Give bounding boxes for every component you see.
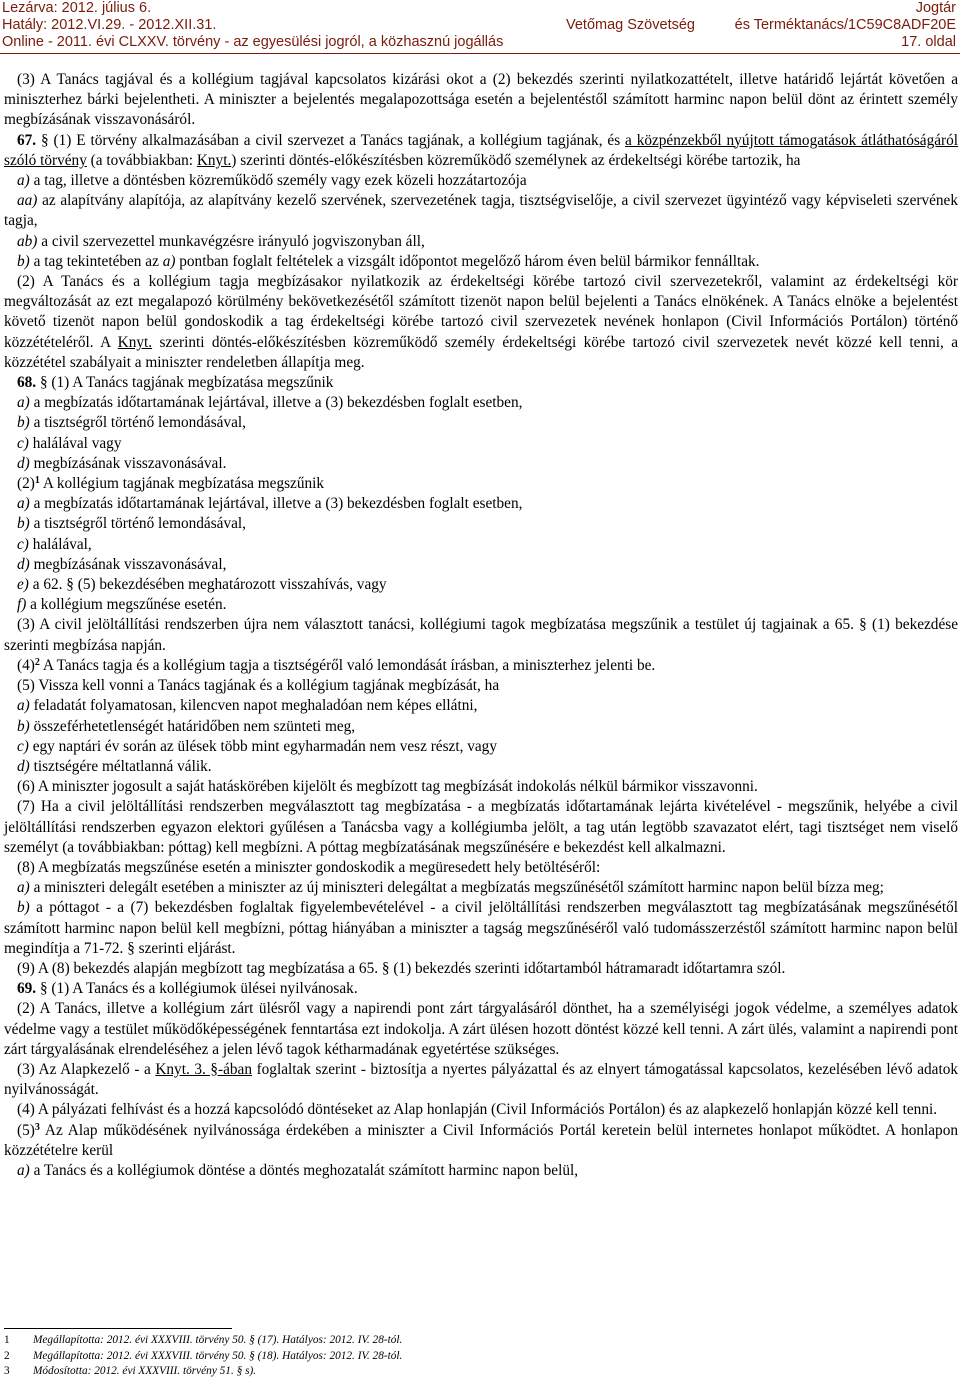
- knyt-link-2[interactable]: Knyt.: [117, 333, 153, 351]
- header-organization: Vetőmag Szövetség: [566, 17, 695, 33]
- header-document-title: Online - 2011. évi CLXXV. törvény - az egyesülési jogról, a közhasznú jogállás: [2, 34, 504, 50]
- point-b: b) a tag tekintetében az a) pontban foglalt feltételek a vizsgált időpontot megelőző három éven belül bármikor fennálltak.: [17, 252, 760, 270]
- header-page-number: 17. oldal: [901, 34, 956, 50]
- point-c: c) halálával,: [17, 535, 92, 553]
- paragraph-66-3: (3) A Tanács tagjával és a kollégium tagjával kapcsolatos kizárási okot a (2) bekezdés szerinti nyilatkozattételt, illetve határidő lejártát követően a miniszterhez bárki bejelentheti. A miniszter a bejelentés megalapozottsága esetén a bejelentéstől számított harminc napon belül dönt az érintett személy megbízásának visszavonásáról.: [4, 71, 958, 129]
- section-68-5: (5) Vissza kell vonni a Tanács tagjának és a kollégium tagjának megbízását, ha: [17, 677, 500, 695]
- point-b: b) a tisztségről történő lemondásával,: [17, 515, 246, 533]
- page-header: [0, 0, 960, 52]
- footnote: 3 Módosította: 2012. évi XXXVIII. törvény 51. § s).: [4, 1365, 257, 1377]
- point-d: d) megbízásának visszavonásával,: [17, 555, 227, 573]
- section-69-3: (3) Az Alapkezelő - a Knyt. 3. §-ában foglaltak szerint - biztosítja a nyertes pályázattal és az elnyert támogatással kapcsolatos, kezelésében lévő adatok nyilvánosságát.: [4, 1060, 958, 1099]
- section-68-9: (9) A (8) bekezdés alapján megbízott tag megbízatása a 65. § (1) bekezdés szerinti időtartamból hátramaradt időtartamra szól.: [17, 959, 786, 977]
- section-number: 67.: [17, 131, 37, 149]
- section-69-1: 69. § (1) A Tanács és a kollégiumok ülései nyilvánosak.: [17, 980, 358, 998]
- point-a: a) feladatát folyamatosan, kilencven napot meghaladóan nem képes ellátni,: [17, 697, 478, 715]
- knyt-abbrev-link[interactable]: Knyt.: [196, 151, 232, 169]
- point-a: a) a megbízatás időtartamának lejártával, illetve a (3) bekezdésben foglalt esetben,: [17, 495, 523, 513]
- header-jogtar: Jogtár: [915, 0, 956, 16]
- footnote-divider: [4, 1328, 232, 1329]
- point-d: d) megbízásának visszavonásával.: [17, 454, 227, 472]
- knyt-3-link[interactable]: Knyt. 3. §-ában: [155, 1060, 252, 1078]
- header-validity: Hatály: 2012.VI.29. - 2012.XII.31.: [2, 17, 217, 33]
- footnote-ref-3[interactable]: 3: [34, 1121, 40, 1133]
- point-a: a) a miniszteri delegált esetében a miniszter az új miniszteri delegáltat a megbízatás megszűnésétől számított harminc napon belül bízza meg;: [17, 879, 884, 897]
- point-b: b) a tisztségről történő lemondásával,: [17, 414, 246, 432]
- point-b: b) összeférhetetlenségét határidőben nem szünteti meg,: [17, 717, 356, 735]
- point-a: a) a megbízatás időtartamának lejártával, illetve a (3) bekezdésben foglalt esetben,: [17, 394, 523, 412]
- section-68-7: (7) Ha a civil jelöltállítási rendszerben megválasztott tag megbízatása - a megbízatás időtartamának lejárta kivételével - megszűnik, helyébe a civil jelöltállítási rendszerben egyazon elektori gyűlésen a Tanácsba vagy a kollégiumba jelölt, a tag után legtöbb szavazatot elért, tagi tisztséget nem viselő személyt (a továbbiakban: póttag) kell megbízni. A póttag megbízatásának megszűnésére e bekezdést kell alkalmazni.: [4, 798, 958, 856]
- point-f: f) a kollégium megszűnése esetén.: [17, 596, 227, 614]
- point-c: c) egy naptári év során az ülések több mint egyharmadán nem vesz részt, vagy: [17, 737, 497, 755]
- point-aa: aa) az alapítvány alapítója, az alapítvány kezelő szervének, szervezetének tagja, tisztségviselője, a civil szervezet ügyintéző vagy képviseleti szervének tagja,: [4, 192, 958, 230]
- footnote-ref-1[interactable]: 1: [34, 475, 40, 487]
- point-a: a) a Tanács és a kollégiumok döntése a döntés meghozatalát számított harminc napon belül,: [17, 1161, 579, 1179]
- header-divider: [0, 53, 960, 54]
- point-ab: ab) a civil szervezettel munkavégzésre irányuló jogviszonyban áll,: [17, 232, 425, 250]
- section-69-5: $(5)^3$ Az Alap működésének nyilvánossága érdekében a miniszter a Civil Információs Portál keretein belül internetes honlapot működtet. A honlapon közzétételre kerül: [4, 1121, 958, 1159]
- footnote-ref-2[interactable]: 2: [34, 656, 40, 668]
- section-68-8: (8) A megbízatás megszűnése esetén a miniszter gondoskodik a megüresedett hely betöltéséről:: [17, 858, 601, 876]
- knyt-law-link[interactable]: a közpénzekből nyújtott támogatások átláthatóságáról szóló törvény: [4, 131, 959, 169]
- footnotes: [4, 1333, 954, 1380]
- footnote: 1 Megállapította: 2012. évi XXXVIII. törvény 50. § (17). Hatályos: 2012. IV. 28-tól.: [4, 1334, 403, 1346]
- section-67-1: 67. § (1) E törvény alkalmazásában a civil szervezet a Tanács tagjának, a kollégium tagjának, és a közpénzekből nyújtott támogatások átláthatóságáról szóló törvény (a továbbiakban: Knyt.) szerinti döntés-előkészítésben közreműködő személynek az érdekeltségi körébe tartozik, ha: [4, 131, 959, 169]
- point-b: b) a póttagot - a (7) bekezdésben foglaltak figyelembevételével - a civil jelöltállítási rendszerben megválasztott tag megbízatásának megszűnésétől számított harminc napon belül kell megbízni, póttag hiányában a miniszter a tagság megszűnéséről való tudomásszerzéstől számított harminc napon belül megindítja a 71-72. § szerinti eljárást.: [4, 899, 958, 957]
- point-a: a) a tag, illetve a döntésben közreműködő személy vagy ezek közeli hozzátartozója: [17, 172, 527, 190]
- footnote: 2 Megállapította: 2012. évi XXXVIII. törvény 50. § (18). Hatályos: 2012. IV. 28-tól.: [4, 1349, 403, 1362]
- point-e: e) a 62. § (5) bekezdésében meghatározott visszahívás, vagy: [17, 576, 387, 594]
- section-68-4: $(4)^2$ A Tanács tagja és a kollégium tagja a tisztségéről való lemondását írásban, a miniszterhez jelenti be.: [17, 656, 656, 674]
- section-69-2: (2) A Tanács, illetve a kollégium zárt ülésről vagy a napirendi pont zárt tárgyalásáról dönthet, ha a személyiségi jogok védelme, a személyes adatok védelme vagy a testület működőképességének fenntartása ezt indokolja. A zárt ülésen hozott döntést közzé kell tenni. A zárt ülés, valamint a napirendi pont zárt tárgyalásának elrendeléséhez a jelen lévő tagok kétharmadának egyetértése szükséges.: [4, 1000, 958, 1058]
- section-67-2: (2) A Tanács és a kollégium tagja megbízásakor nyilatkozik az érdekeltségi körébe tartozó civil szervezetekről, valamint az érdekeltségi kör megváltozását az ezt megalapozó körülmény bekövetkezésétől számított tizenöt napon belül bejelenti a Tanács elnökének. A Tanács elnöke a bejelentést követő tizenöt napon belül gondoskodik a tag érdekeltségi körébe tartozó civil szervezetek nevének honlapon (Civil Információs Portálon) történő közzétételéről. A Knyt. szerinti döntés-előkészítésben közreműködő személy érdekeltségi körébe tartozó civil szervezetek nevét közzé kell tenni, a közzététel szabályait a miniszter rendeletben állapítja meg.: [4, 273, 958, 371]
- section-number: 69.: [17, 980, 37, 998]
- section-68-3: (3) A civil jelöltállítási rendszerben újra nem választott tanácsi, kollégiumi tagok megbízatása megszűnik a testület új tagjainak a 65. § (1) bekezdése szerinti megbízása napján.: [4, 616, 958, 654]
- section-68-6: (6) A miniszter jogosult a saját hatáskörében kijelölt és megbízott tag megbízását indokolás nélkül bármikor visszavonni.: [17, 778, 758, 796]
- section-68-2: $(2)^1$ A kollégium tagjának megbízatása megszűnik: [17, 475, 325, 493]
- section-sign: §: [41, 131, 49, 149]
- point-c: c) halálával vagy: [17, 434, 122, 452]
- section-number: 68.: [17, 374, 37, 392]
- header-closed-date: Lezárva: 2012. július 6.: [2, 0, 152, 16]
- document-body: [4, 70, 958, 1181]
- section-68-1: 68. § (1) A Tanács tagjának megbízatása megszűnik: [17, 374, 334, 392]
- header-document-id: és Terméktanács/1C59C8ADF20E: [734, 17, 956, 33]
- section-69-4: (4) A pályázati felhívást és a hozzá kapcsolódó döntéseket az Alap honlapján (Civil Információs Portálon) és az alapkezelő honlapján közzé kell tenni.: [17, 1101, 938, 1119]
- point-d: d) tisztségére méltatlanná válik.: [17, 757, 212, 775]
